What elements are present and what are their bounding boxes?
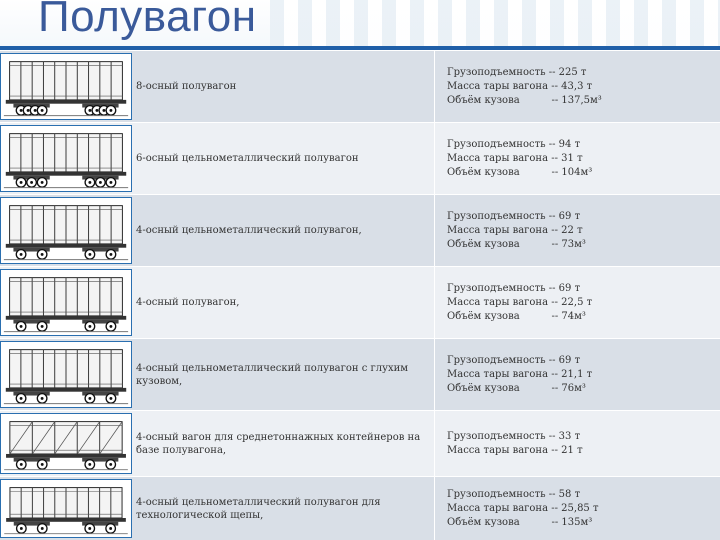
spec-line: Масса тары вагона -- 21,1 т [447, 368, 593, 380]
wagon-description: 6-осный цельнометаллический полувагон [136, 153, 359, 164]
wagon-description: 8-осный полувагон [136, 81, 237, 92]
wagon-table [0, 50, 720, 540]
table-row [0, 410, 720, 476]
spec-line: Объём кузова -- 76м³ [447, 382, 586, 394]
wagon-specs [434, 411, 720, 476]
wagon-description: 4-осный вагон для среднетоннажных контейнеров на базе полувагона, [136, 431, 421, 456]
wagon-image [0, 479, 132, 538]
wagon-image [0, 341, 132, 408]
spec-line: Масса тары вагона -- 22 т [447, 224, 583, 236]
wagon-description: 4-осный цельнометаллический полувагон с глухим кузовом, [136, 362, 409, 387]
spec-line: Грузоподъемность -- 69 т [447, 210, 581, 222]
spec-line: Масса тары вагона -- 25,85 т [447, 502, 599, 514]
wagon-description: 4-осный цельнометаллический полувагон для технологической щепы, [136, 496, 381, 521]
wagon-description: 4-осный цельнометаллический полувагон, [136, 225, 362, 236]
spec-line: Грузоподъемность -- 94 т [447, 138, 581, 150]
wagon-specs [434, 267, 720, 338]
spec-line: Объём кузова -- 104м³ [447, 166, 593, 178]
table-row [0, 266, 720, 338]
spec-line: Грузоподъемность -- 58 т [447, 488, 581, 500]
table-row [0, 50, 720, 122]
wagon-image [0, 53, 132, 120]
spec-line: Грузоподъемность -- 69 т [447, 354, 581, 366]
wagon-specs [434, 339, 720, 410]
spec-line: Масса тары вагона -- 31 т [447, 152, 583, 164]
wagon-specs [434, 51, 720, 122]
spec-line: Грузоподъемность -- 225 т [447, 66, 587, 78]
wagon-description: 4-осный полувагон, [136, 297, 240, 308]
wagon-image [0, 269, 132, 336]
spec-line: Масса тары вагона -- 22,5 т [447, 296, 593, 308]
wagon-specs [434, 195, 720, 266]
spec-line: Грузоподъемность -- 69 т [447, 282, 581, 294]
page-title: Полувагон [38, 0, 257, 41]
table-row [0, 122, 720, 194]
spec-line: Масса тары вагона -- 21 т [447, 444, 583, 456]
wagon-image [0, 197, 132, 264]
spec-line: Масса тары вагона -- 43,3 т [447, 80, 593, 92]
spec-line: Объём кузова -- 73м³ [447, 238, 586, 250]
table-row [0, 476, 720, 540]
wagon-specs [434, 477, 720, 540]
wagon-image [0, 413, 132, 474]
spec-line: Грузоподъемность -- 33 т [447, 430, 581, 442]
wagon-image [0, 125, 132, 192]
title-decoration [270, 0, 720, 46]
spec-line: Объём кузова -- 137,5м³ [447, 94, 602, 106]
table-row [0, 338, 720, 410]
spec-line: Объём кузова -- 74м³ [447, 310, 586, 322]
table-row [0, 194, 720, 266]
spec-line: Объём кузова -- 135м³ [447, 516, 593, 528]
wagon-specs [434, 123, 720, 194]
